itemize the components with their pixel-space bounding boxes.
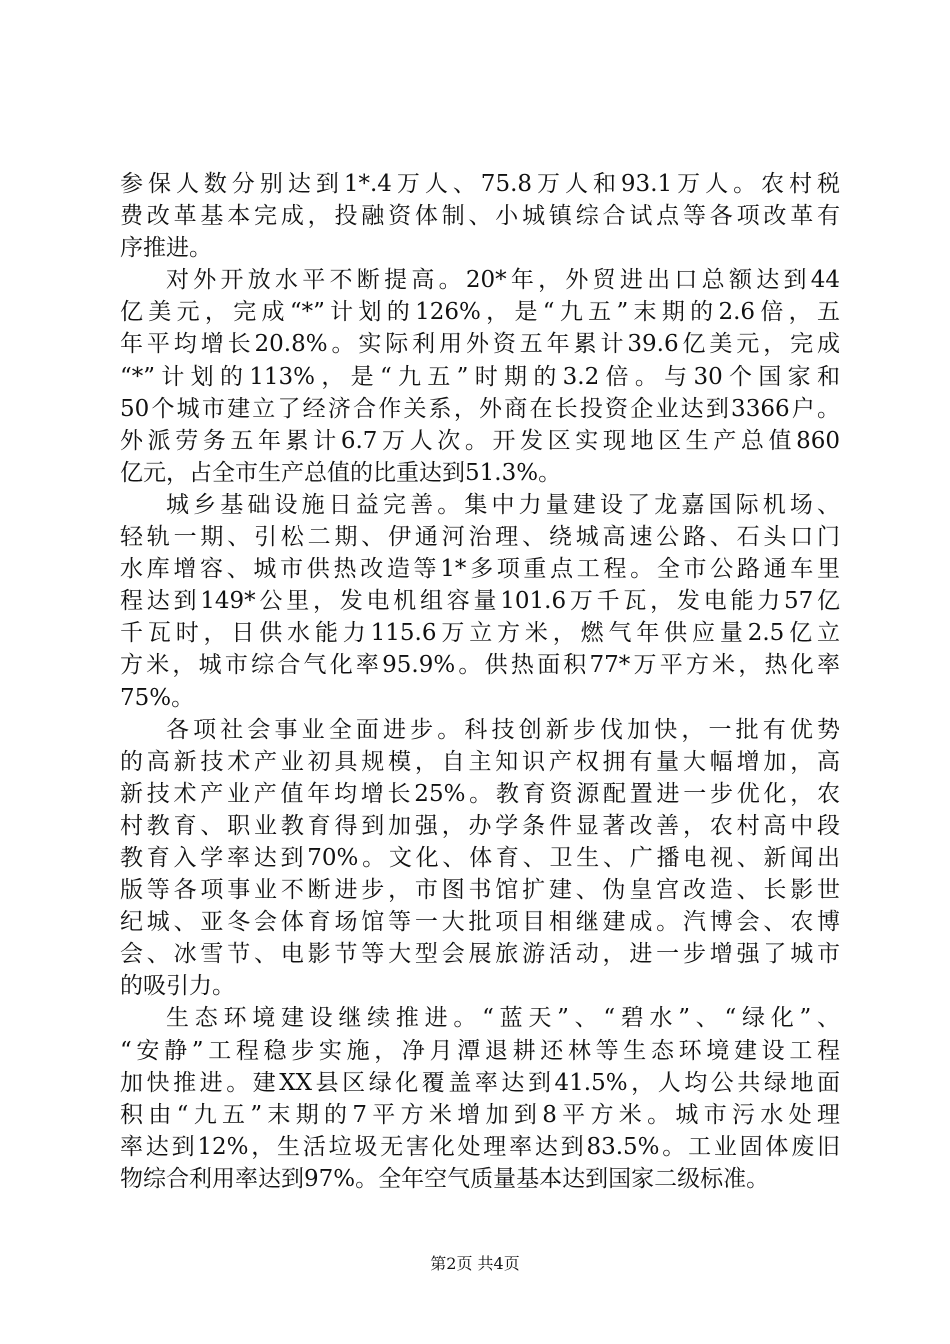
paragraph-line: 轻轨一期、引松二期、伊通河治理、绕城高速公路、石头口门 [120,524,840,551]
paragraph-line: 费改革基本完成，投融资体制、小城镇综合试点等各项改革有 [120,203,840,230]
paragraph-line: 版等各项事业不断进步，市图书馆扩建、伪皇宫改造、长影世 [120,877,840,904]
paragraph-line: 物综合利用率达到97%。全年空气质量基本达到国家二级标准。 [120,1165,770,1192]
paragraph-line: 各项社会事业全面进步。科技创新步伐加快，一批有优势 [166,716,840,743]
paragraph-line: 新技术产业产值年均增长25%。教育资源配置进一步优化，农 [120,780,840,807]
paragraph-line: 参保人数分别达到1*.4万人、75.8万人和93.1万人。农村税 [120,171,840,197]
paragraph-line: 加快推进。建XX县区绿化覆盖率达到41.5%，人均公共绿地面 [120,1069,840,1096]
body-text [120,168,840,1195]
paragraph-line: 的吸引力。 [120,973,235,1000]
paragraph-line: 千瓦时，日供水能力115.6万立方米，燃气年供应量2.5亿立 [120,620,840,647]
paragraph-line: 对外开放水平不断提高。20*年，外贸进出口总额达到44 [166,267,840,294]
paragraph-line: 序推进。 [120,235,212,262]
paragraph-line: 年平均增长20.8%。实际利用外资五年累计39.6亿美元，完成 [120,331,840,358]
paragraph [120,264,840,489]
paragraph-line: 教育入学率达到70%。文化、体育、卫生、广播电视、新闻出 [120,844,840,871]
paragraph-line: 外派劳务五年累计6.7万人次。开发区实现地区生产总值860 [120,427,840,454]
paragraph-line: 村教育、职业教育得到加强，办学条件显著改善，农村高中段 [120,812,840,839]
paragraph-line: 75%。 [120,684,195,711]
paragraph-line: 率达到12%，生活垃圾无害化处理率达到83.5%。工业固体废旧 [120,1133,840,1160]
paragraph [120,489,840,714]
paragraph-line: 方米，城市综合气化率95.9%。供热面积77*万平方米，热化率 [120,652,840,679]
paragraph-line: 的高新技术产业初具规模，自主知识产权拥有量大幅增加，高 [120,748,840,775]
paragraph-line: 亿美元，完成“*”计划的126%，是“九五”末期的2.6倍，五 [120,299,840,326]
paragraph [120,714,840,1003]
paragraph-line: “*”计划的113%，是“九五”时期的3.2倍。与30个国家和 [120,363,840,390]
paragraph-line: 50个城市建立了经济合作关系，外商在长投资企业达到3366户。 [120,395,840,422]
paragraph-line: 程达到149*公里，发电机组容量101.6万千瓦，发电能力57亿 [120,588,840,615]
page-footer: 第2页 共4页 [430,1254,520,1273]
paragraph [120,1002,840,1195]
paragraph-line: 城乡基础设施日益完善。集中力量建设了龙嘉国际机场、 [166,491,840,518]
paragraph-line: 水库增容、城市供热改造等1*多项重点工程。全市公路通车里 [120,556,840,583]
paragraph-line: 会、冰雪节、电影节等大型会展旅游活动，进一步增强了城市 [120,941,840,968]
paragraph-line: 生态环境建设继续推进。“蓝天”、“碧水”、“绿化”、 [166,1005,840,1032]
paragraph-line: 亿元，占全市生产总值的比重达到51.3%。 [120,459,562,486]
paragraph-line: 积由“九五”末期的7平方米增加到8平方米。城市污水处理 [120,1101,840,1128]
paragraph-line: “安静”工程稳步实施，净月潭退耕还林等生态环境建设工程 [120,1037,840,1064]
paragraph-line: 纪城、亚冬会体育场馆等一大批项目相继建成。汽博会、农博 [120,909,840,936]
paragraph [120,168,840,264]
